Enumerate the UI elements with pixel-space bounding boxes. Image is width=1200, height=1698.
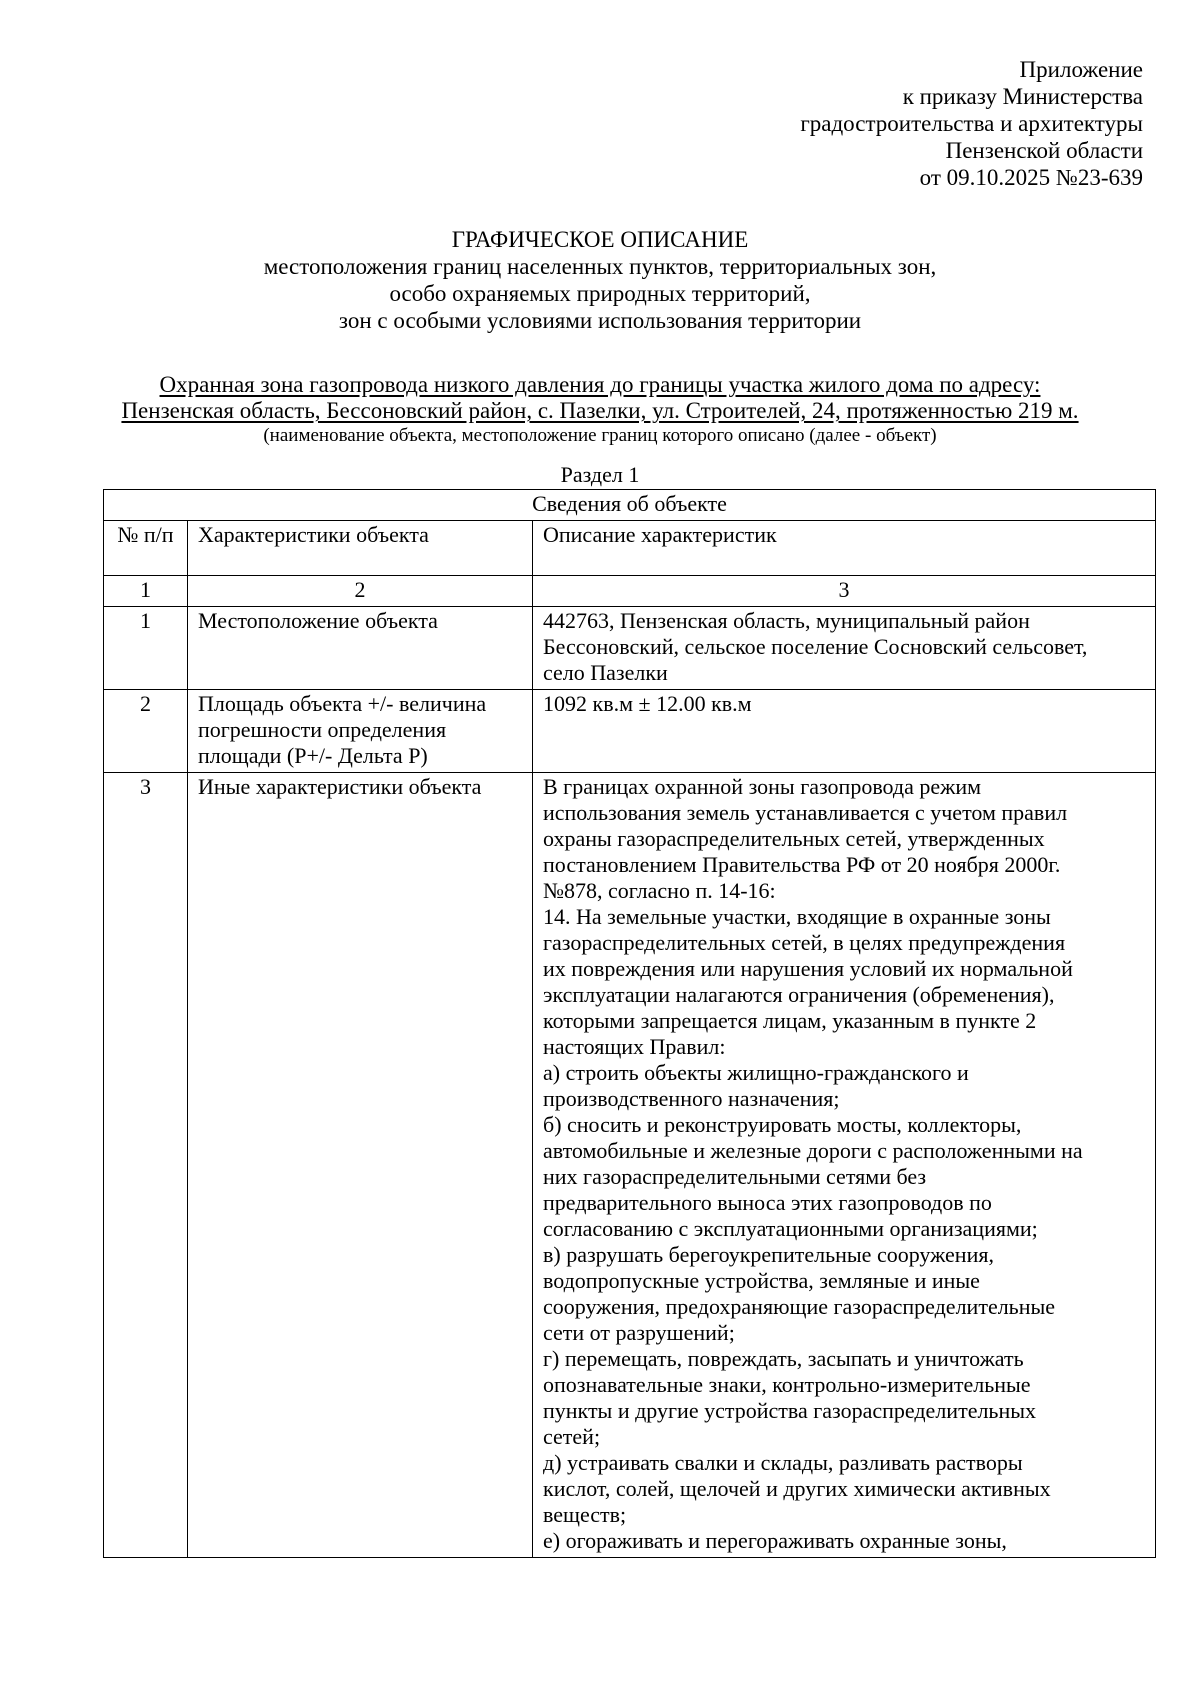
description-line: эксплуатации налагаются ограничения (обременения), <box>543 982 1055 1007</box>
document-title-block <box>0 226 1200 334</box>
row-number: 2 <box>104 690 188 773</box>
object-name-line: Охранная зона газопровода низкого давления до границы участка жилого дома по адресу: <box>159 372 1041 397</box>
description-line: газораспределительных сетей, в целях предупреждения <box>543 930 1066 955</box>
description-line: е) огораживать и перегораживать охранные зоны, <box>543 1528 1007 1553</box>
description-line: водопропускные устройства, земляные и иные <box>543 1268 980 1293</box>
description-line: Бессоновский, сельское поселение Сосновский сельсовет, <box>543 634 1088 659</box>
description-line: автомобильные и железные дороги с расположенными на <box>543 1138 1083 1163</box>
description-line: В границах охранной зоны газопровода режим <box>543 774 982 799</box>
description-line: их повреждения или нарушения условий их нормальной <box>543 956 1073 981</box>
appendix-header <box>543 56 1143 191</box>
description-line: согласованию с эксплуатационными организациями; <box>543 1216 1038 1241</box>
table-title-row <box>104 490 1156 521</box>
section-title: Раздел 1 <box>560 462 640 487</box>
description-line: село Пазелки <box>543 660 668 685</box>
description-line: веществ; <box>543 1502 627 1527</box>
description-line: которыми запрещается лицам, указанным в пункте 2 <box>543 1008 1037 1033</box>
description-line: 14. На земельные участки, входящие в охранные зоны <box>543 904 1051 929</box>
appendix-line: к приказу Министерства <box>902 84 1143 109</box>
appendix-order-date: от 09.10.2025 №23-639 <box>919 165 1143 190</box>
description-line: 1092 кв.м ± 12.00 кв.м <box>543 691 752 716</box>
description-line: 442763, Пензенская область, муниципальный район <box>543 608 1030 633</box>
description-line: настоящих Правил: <box>543 1034 726 1059</box>
document-heading: ГРАФИЧЕСКОЕ ОПИСАНИЕ <box>451 227 749 252</box>
appendix-line: градостроительства и архитектуры <box>800 111 1143 136</box>
row-description <box>533 773 1156 1558</box>
column-number: 3 <box>533 576 1156 607</box>
table-row <box>104 773 1156 1558</box>
document-subtitle-line: зон с особыми условиями использования территории <box>338 308 862 333</box>
description-line: а) строить объекты жилищно-гражданского и <box>543 1060 969 1085</box>
description-line: б) сносить и реконструировать мосты, коллекторы, <box>543 1112 1022 1137</box>
description-line: них газораспределительными сетями без <box>543 1164 927 1189</box>
description-line: сооружения, предохраняющие газораспределительные <box>543 1294 1056 1319</box>
row-characteristic: Местоположение объекта <box>188 607 533 690</box>
row-description <box>533 607 1156 690</box>
row-characteristic: Иные характеристики объекта <box>188 773 533 1558</box>
object-name-line: Пензенская область, Бессоновский район, с. Пазелки, ул. Строителей, 24, протяженностью 219 м. <box>121 398 1079 423</box>
description-line: охраны газораспределительных сетей, утвержденных <box>543 826 1045 851</box>
description-line: использования земель устанавливается с учетом правил <box>543 800 1068 825</box>
document-subtitle-line: особо охраняемых природных территорий, <box>389 281 811 306</box>
object-info-table <box>103 489 1156 1558</box>
row-number: 3 <box>104 773 188 1558</box>
column-number-row <box>104 576 1156 607</box>
description-line: №878, согласно п. 14-16: <box>543 878 776 903</box>
description-line: опознавательные знаки, контрольно-измерительные <box>543 1372 1031 1397</box>
table-row <box>104 690 1156 773</box>
appendix-line: Пензенской области <box>945 138 1143 163</box>
row-number: 1 <box>104 607 188 690</box>
appendix-line: Приложение <box>1019 57 1143 82</box>
table-header-row <box>104 521 1156 576</box>
row-characteristic: Площадь объекта +/- величина погрешности определения площади (P+/- Дельта P) <box>188 690 533 773</box>
header-num: № п/п <box>104 521 188 576</box>
table-row <box>104 607 1156 690</box>
table-title: Сведения об объекте <box>104 490 1156 521</box>
description-line: предварительного выноса этих газопроводов по <box>543 1190 992 1215</box>
row-description <box>533 690 1156 773</box>
description-line: сети от разрушений; <box>543 1320 735 1345</box>
description-line: постановлением Правительства РФ от 20 ноября 2000г. <box>543 852 1061 877</box>
object-name-block <box>0 372 1200 448</box>
description-line: пункты и другие устройства газораспределительных <box>543 1398 1037 1423</box>
header-characteristic: Характеристики объекта <box>188 521 533 576</box>
header-description: Описание характеристик <box>533 521 1156 576</box>
description-line: д) устраивать свалки и склады, разливать растворы <box>543 1450 1023 1475</box>
column-number: 1 <box>104 576 188 607</box>
description-line: кислот, солей, щелочей и других химически активных <box>543 1476 1051 1501</box>
description-line: производственного назначения; <box>543 1086 840 1111</box>
description-line: сетей; <box>543 1424 601 1449</box>
document-subtitle-line: местоположения границ населенных пунктов, территориальных зон, <box>263 254 937 279</box>
column-number: 2 <box>188 576 533 607</box>
description-line: в) разрушать берегоукрепительные сооружения, <box>543 1242 994 1267</box>
object-caption: (наименование объекта, местоположение границ которого описано (далее - объект) <box>263 425 937 446</box>
description-line: г) перемещать, повреждать, засыпать и уничтожать <box>543 1346 1024 1371</box>
